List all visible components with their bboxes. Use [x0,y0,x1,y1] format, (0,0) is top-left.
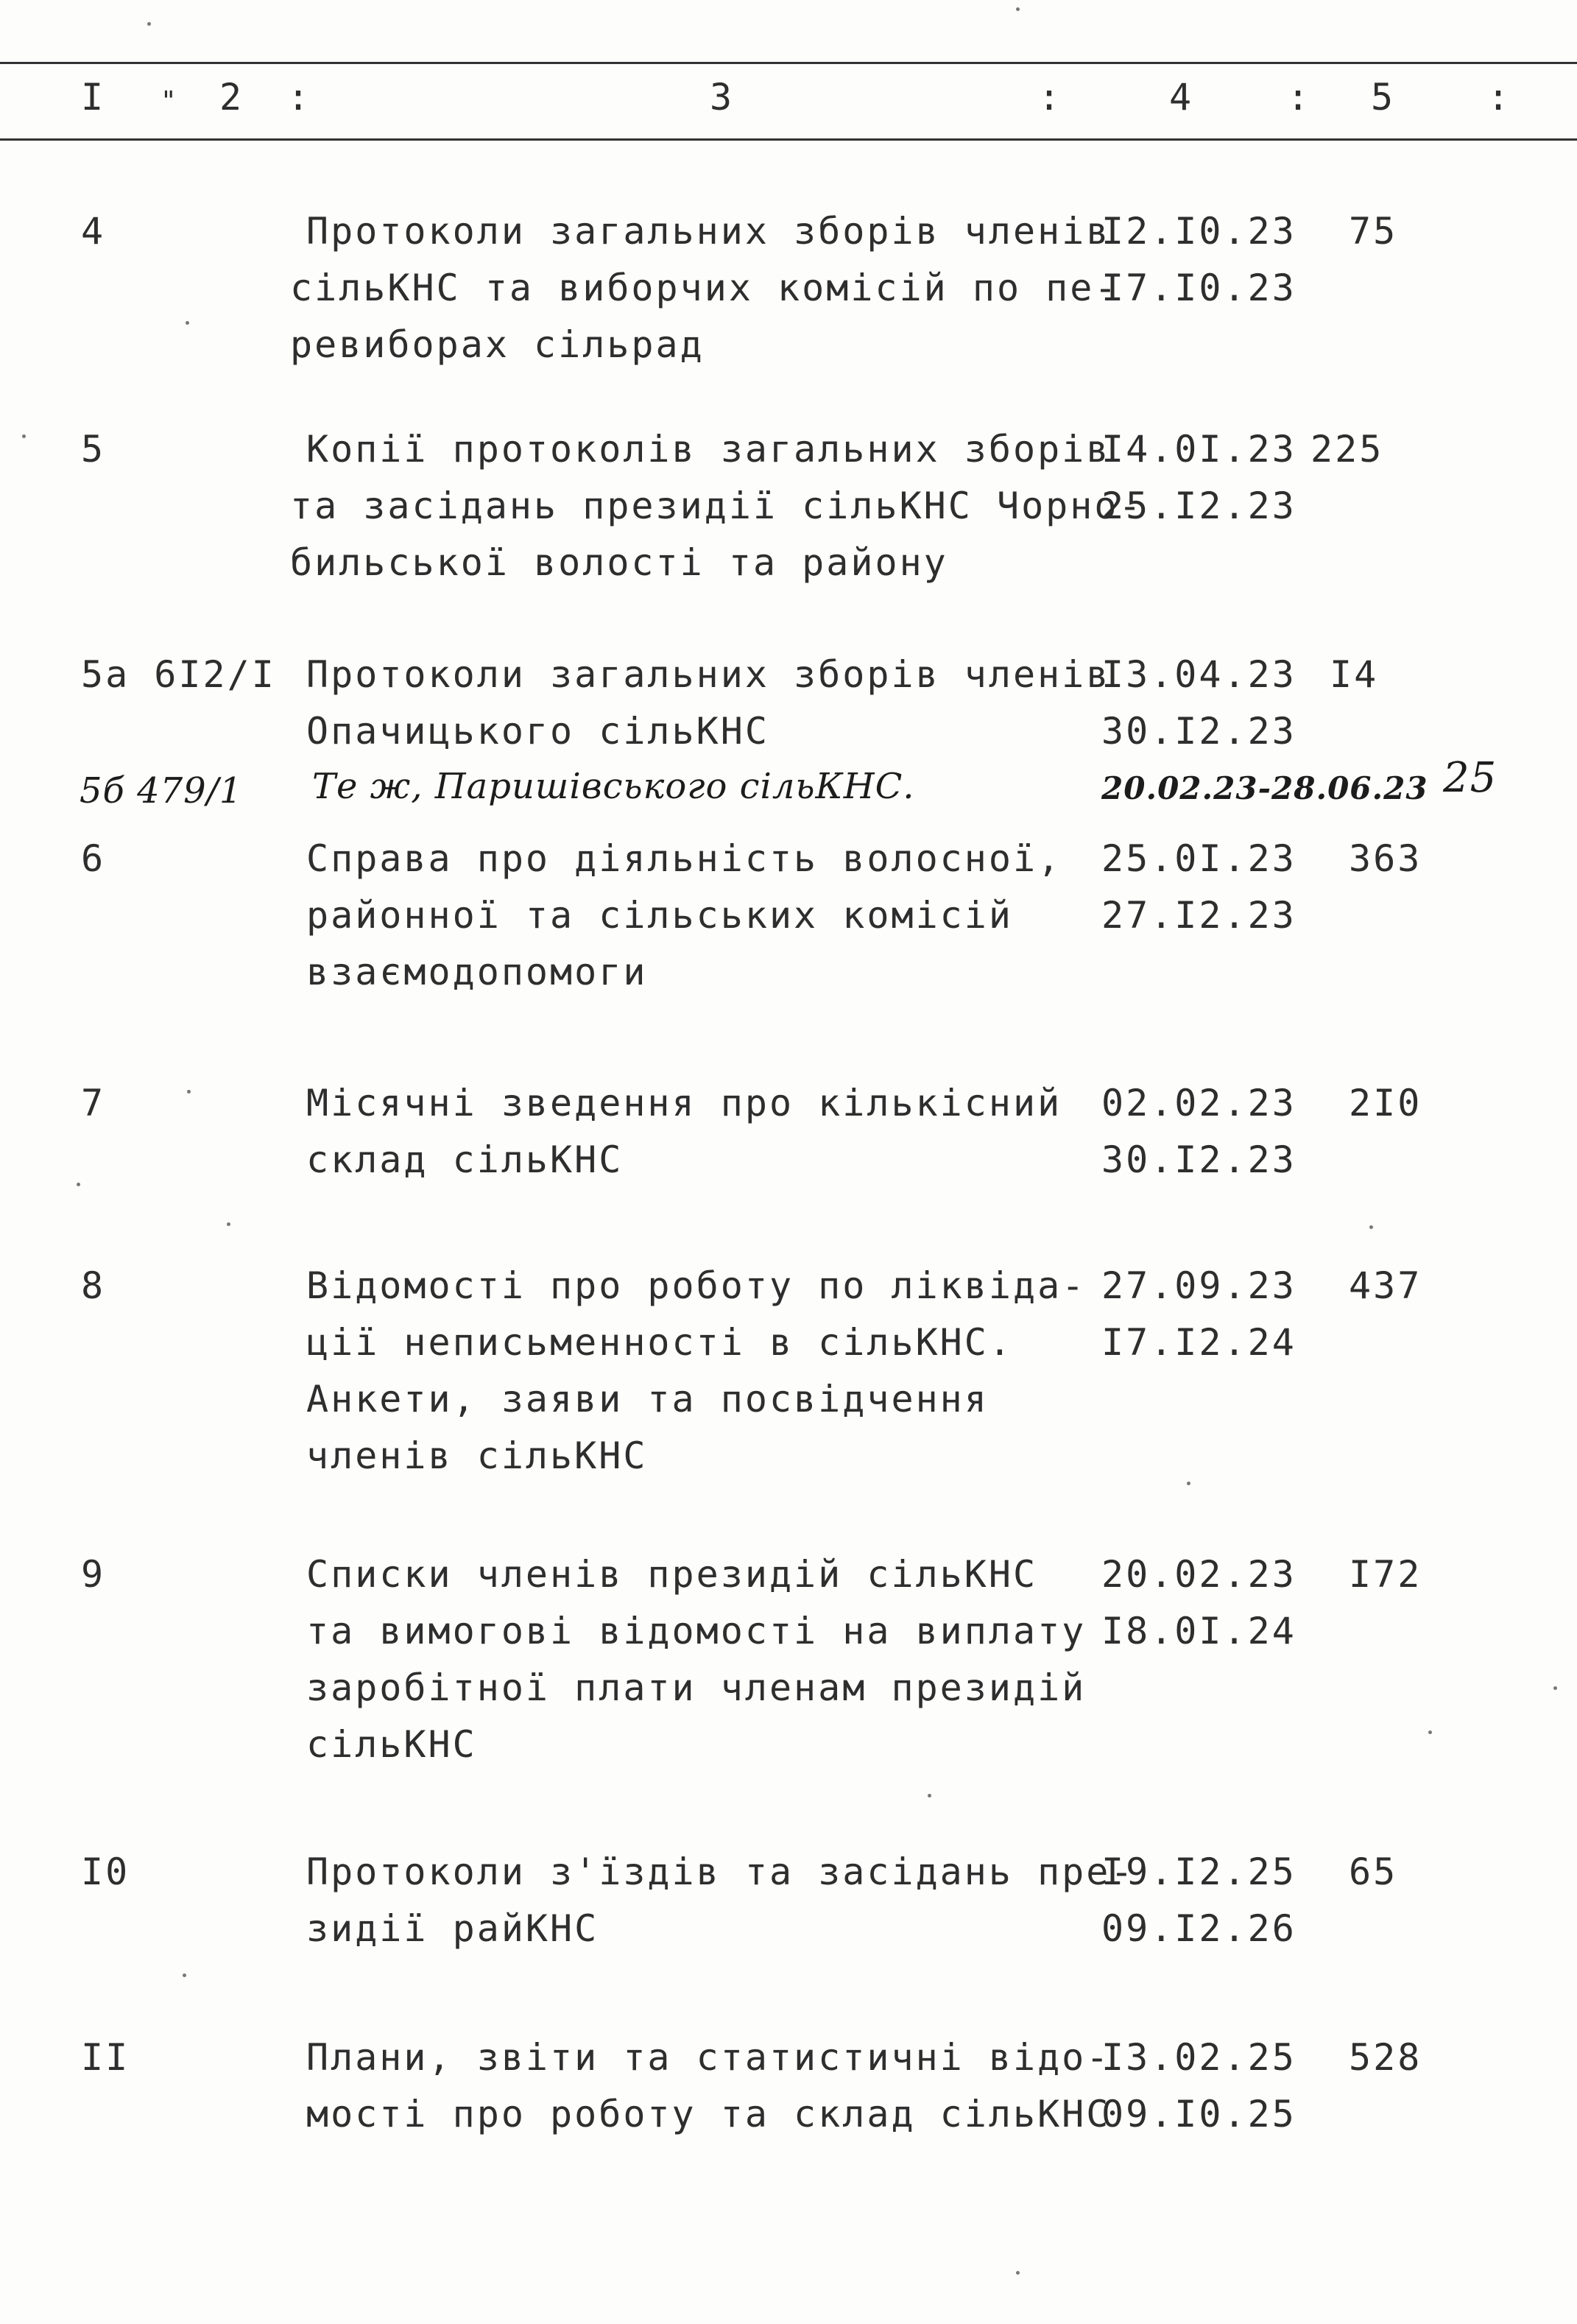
date-end: 30.I2.23 [1101,1138,1296,1181]
title-line: Опачицького сільКНС [306,710,769,753]
row-sheet-count: I4 [1330,653,1379,696]
date-start: 27.09.23 [1101,1264,1296,1307]
scan-speck [1428,1730,1432,1734]
title-line: Місячні зведення про кількісний [306,1082,1062,1124]
header-col-5: 5 [1371,76,1395,119]
title-line: Протоколи загальних зборів членів [306,210,1111,253]
header-col-4: 4 [1169,76,1193,119]
row-title [290,203,1119,373]
header-col-3: 3 [710,76,734,119]
date-end: 30.I2.23 [1101,710,1296,753]
row-title [306,831,1062,1001]
title-line: сільКНС та виборчих комісій по пе- [290,267,1119,309]
title-line: бильської волості та району [290,541,948,584]
date-end: 09.I2.26 [1101,1907,1296,1950]
scan-speck [147,22,151,26]
row-sheet-count: 437 [1349,1264,1422,1307]
row-dates [1101,1258,1296,1371]
title-line: заробітної плати членам президій [306,1666,1087,1709]
row-title [290,647,1110,760]
row-number: 5 [81,428,106,471]
row-dates [1101,421,1296,535]
scan-speck [1187,1482,1190,1485]
date-end: 27.I2.23 [1101,894,1296,937]
scan-speck [187,1090,191,1094]
title-line: склад сільКНС [306,1138,624,1181]
header-top-rule [0,62,1577,64]
date-start: 25.0I.23 [1101,837,1296,880]
header-mark: " [160,86,178,116]
title-line: Протоколи з'їздів та засідань пре- [306,1851,1135,1893]
date-end: I7.I0.23 [1101,267,1296,309]
date-start: 02.02.23 [1101,1082,1296,1124]
title-line: ції неписьменності в сільКНС. [306,1321,1013,1364]
row-dates [1101,203,1296,317]
scan-speck [1016,2271,1020,2275]
header-bottom-rule [0,138,1577,141]
row-number: 7 [81,1082,106,1124]
date-start: I9.I2.25 [1101,1851,1296,1893]
handwritten-row-count: 25 [1443,754,1497,802]
title-line: Відомості про роботу по ліквіда- [306,1264,1087,1307]
title-line: сільКНС [306,1723,477,1766]
title-line: мості про роботу та склад сільКНС [306,2093,1111,2135]
row-sheet-count: 528 [1349,2036,1422,2079]
row-dates [1101,1546,1296,1660]
row-number: 5а 6I2/I [81,653,276,696]
row-title [306,1258,1086,1485]
title-line: членів сільКНС [306,1434,648,1477]
title-line: Копії протоколів загальних зборів [306,428,1111,471]
title-line: Списки членів президій сільКНС [306,1553,1038,1596]
row-number: I0 [81,1851,130,1893]
header-separator-4: : [1487,76,1511,119]
title-line: та вимогові відомості на виплату [306,1610,1087,1652]
header-col-1: I [81,76,105,119]
date-start: I3.02.25 [1101,2036,1296,2079]
row-sheet-count: 2I0 [1349,1082,1422,1124]
row-number: 8 [81,1264,106,1307]
row-title [306,1546,1086,1773]
row-dates [1101,831,1296,944]
title-line: ревиборах сільрад [290,323,705,366]
scan-speck [227,1222,230,1226]
date-start: I3.04.23 [1101,653,1296,696]
row-title [290,421,1143,591]
date-end: 09.I0.25 [1101,2093,1296,2135]
date-start: I4.0I.23 [1101,428,1296,471]
scan-speck [1553,1686,1557,1690]
title-line: Справа про діяльність волосної, [306,837,1062,880]
date-start: 20.02.23 [1101,1553,1296,1596]
title-line: районної та сільських комісій [306,894,1013,937]
row-number: II [81,2036,130,2079]
handwritten-row-number: 5б 479/1 [80,770,243,811]
title-line: Плани, звіти та статистичні відо- [306,2036,1111,2079]
scan-speck [1016,7,1020,11]
row-dates [1101,1844,1296,1957]
row-title [306,1075,1062,1189]
scan-speck [186,321,189,325]
header-col-2: 2 [219,76,244,119]
row-sheet-count: 65 [1349,1851,1398,1893]
scan-speck [1369,1225,1373,1229]
header-separator-3: : [1287,76,1311,119]
header-separator-1: : [287,76,311,119]
row-dates [1101,2029,1296,2143]
row-sheet-count: 363 [1349,837,1422,880]
title-line: Анкети, заяви та посвідчення [306,1378,989,1420]
scan-speck [183,1973,186,1977]
date-end: I7.I2.24 [1101,1321,1296,1364]
handwritten-row-dates: 20.02.23-28.06.23 [1101,770,1428,806]
date-end: 25.I2.23 [1101,485,1296,527]
row-sheet-count: 225 [1310,428,1384,471]
scan-speck [928,1794,931,1797]
title-line: взаємодопомоги [306,951,648,993]
row-title [306,2029,1110,2143]
row-sheet-count: I72 [1349,1553,1422,1596]
scan-speck [77,1183,80,1186]
row-title [306,1844,1135,1957]
scan-speck [22,434,26,438]
row-number: 6 [81,837,106,880]
title-line: та засідань президії сільКНС Чорно- [290,485,1143,527]
row-number: 4 [81,210,106,253]
date-start: I2.I0.23 [1101,210,1296,253]
row-dates [1101,1075,1296,1189]
handwritten-row-title: Те ж, Паришівського сільКНС. [312,766,915,807]
row-sheet-count: 75 [1349,210,1398,253]
date-end: I8.0I.24 [1101,1610,1296,1652]
title-line: Протоколи загальних зборів членів [306,653,1111,696]
title-line: зидії райКНС [306,1907,599,1950]
row-dates [1101,647,1296,760]
row-number: 9 [81,1553,106,1596]
header-separator-2: : [1038,76,1062,119]
